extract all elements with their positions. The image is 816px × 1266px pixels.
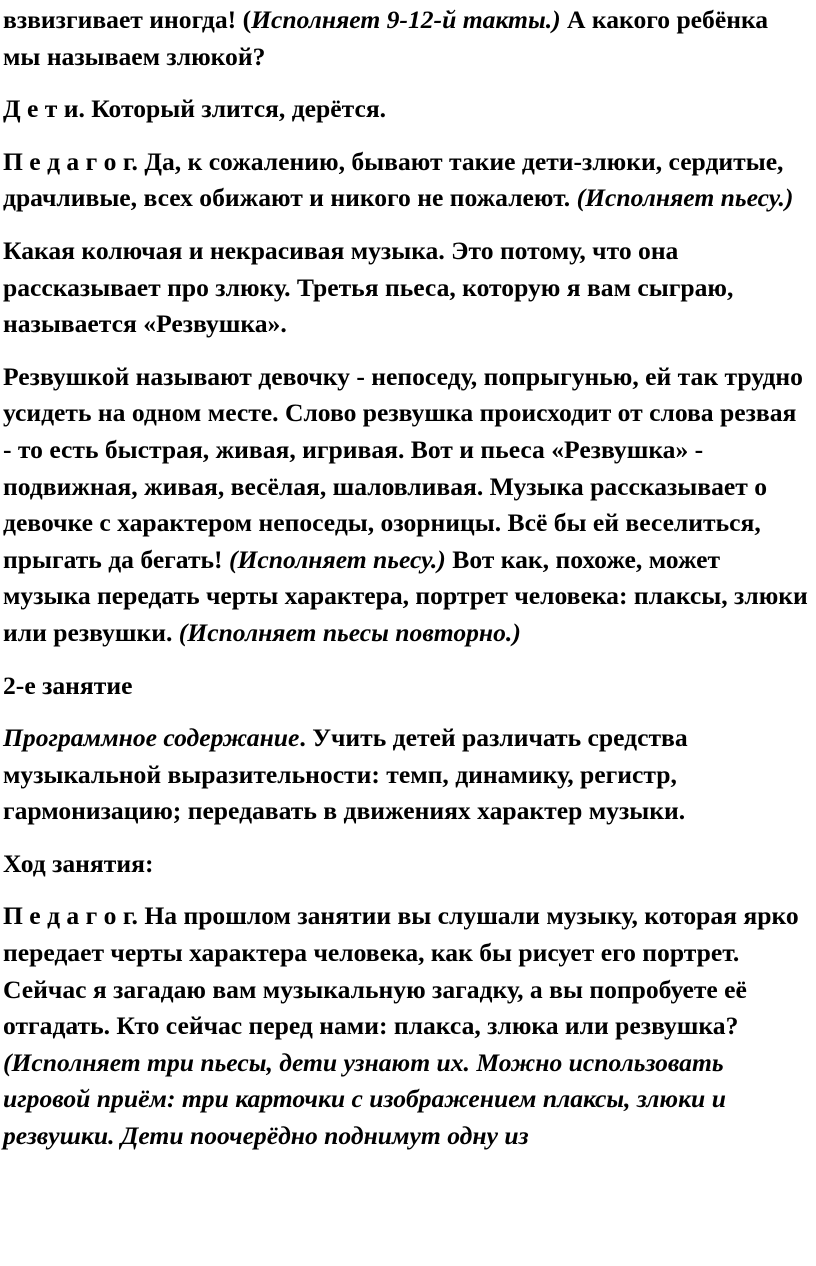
paragraph-prickly-music	[3, 233, 808, 343]
stage-direction: (Исполняет пьесы повторно.)	[178, 617, 521, 647]
paragraph-children-reply	[3, 91, 808, 128]
paragraph-intro-continuation	[3, 2, 808, 75]
stage-direction: (Исполняет три пьесы, дети узнают их. Можно использовать игровой приём: три карточки с изображением плаксы, злюки и резвушки. Дети поочерёдно поднимут одну из	[3, 1047, 726, 1151]
text-segment: 2-е занятие	[3, 670, 133, 700]
section-heading-lesson-flow	[3, 846, 808, 883]
paragraph-teacher-zlyuka	[3, 144, 808, 217]
text-segment: А какого ребёнка мы называем злюкой?	[3, 5, 769, 71]
paragraph-teacher-riddle	[3, 898, 808, 1154]
text-segment: Какая колючая и некрасивая музыка. Это потому, что она рассказывает про злюку. Третья пьеса, которую я вам сыграю, называется «Резвушка».	[3, 235, 734, 339]
program-content-label: Программное содержание	[3, 723, 300, 753]
text-segment: взвизгивает иногда! (	[3, 5, 252, 34]
section-heading-lesson-2	[3, 668, 808, 705]
text-segment: Ход занятия:	[3, 848, 154, 878]
text-segment: П е д а г о г. Да, к сожалению, бывают такие дети-злюки, сердитые, драчливые, всех обижают и никого не пожалеют.	[3, 146, 784, 213]
stage-direction: Исполняет 9-12-й такты.)	[251, 5, 561, 34]
text-segment: П е д а г о г. На прошлом занятии вы слушали музыку, которая ярко передает черты характера человека, как бы рисует его портрет. Сейчас я загадаю вам музыкальную загадку, а вы попробуете её отгадать. Кто сейчас перед нами: плакса, злюка или резвушка?	[3, 901, 799, 1041]
paragraph-program-content	[3, 720, 808, 830]
text-segment: . Учить детей различать средства музыкальной выразительности: темп, динамику, регистр, гармонизацию; передавать в движениях характер музыки.	[3, 723, 688, 826]
stage-direction: (Исполняет пьесу.)	[228, 544, 446, 574]
text-segment: Резвушкой называют девочку - непоседу, попрыгунью, ей так трудно усидеть на одном месте. Слово резвушка происходит от слова резвая - то есть быстрая, живая, игривая. Вот и пьеса «Резвушка» - подвижная, живая, весёлая, шаловливая. Музыка рассказывает о девочке с характером непоседы, озорницы. Всё бы ей веселиться, прыгать да бегать!	[3, 361, 803, 574]
text-segment: Д е т и. Который злится, дерётся.	[3, 94, 387, 124]
stage-direction: (Исполняет пьесу.)	[576, 183, 794, 213]
paragraph-rezvushka	[3, 359, 808, 652]
text-segment: Вот как, похоже, может музыка передать черты характера, портрет человека: плаксы, злюки или резвушки.	[3, 544, 808, 647]
